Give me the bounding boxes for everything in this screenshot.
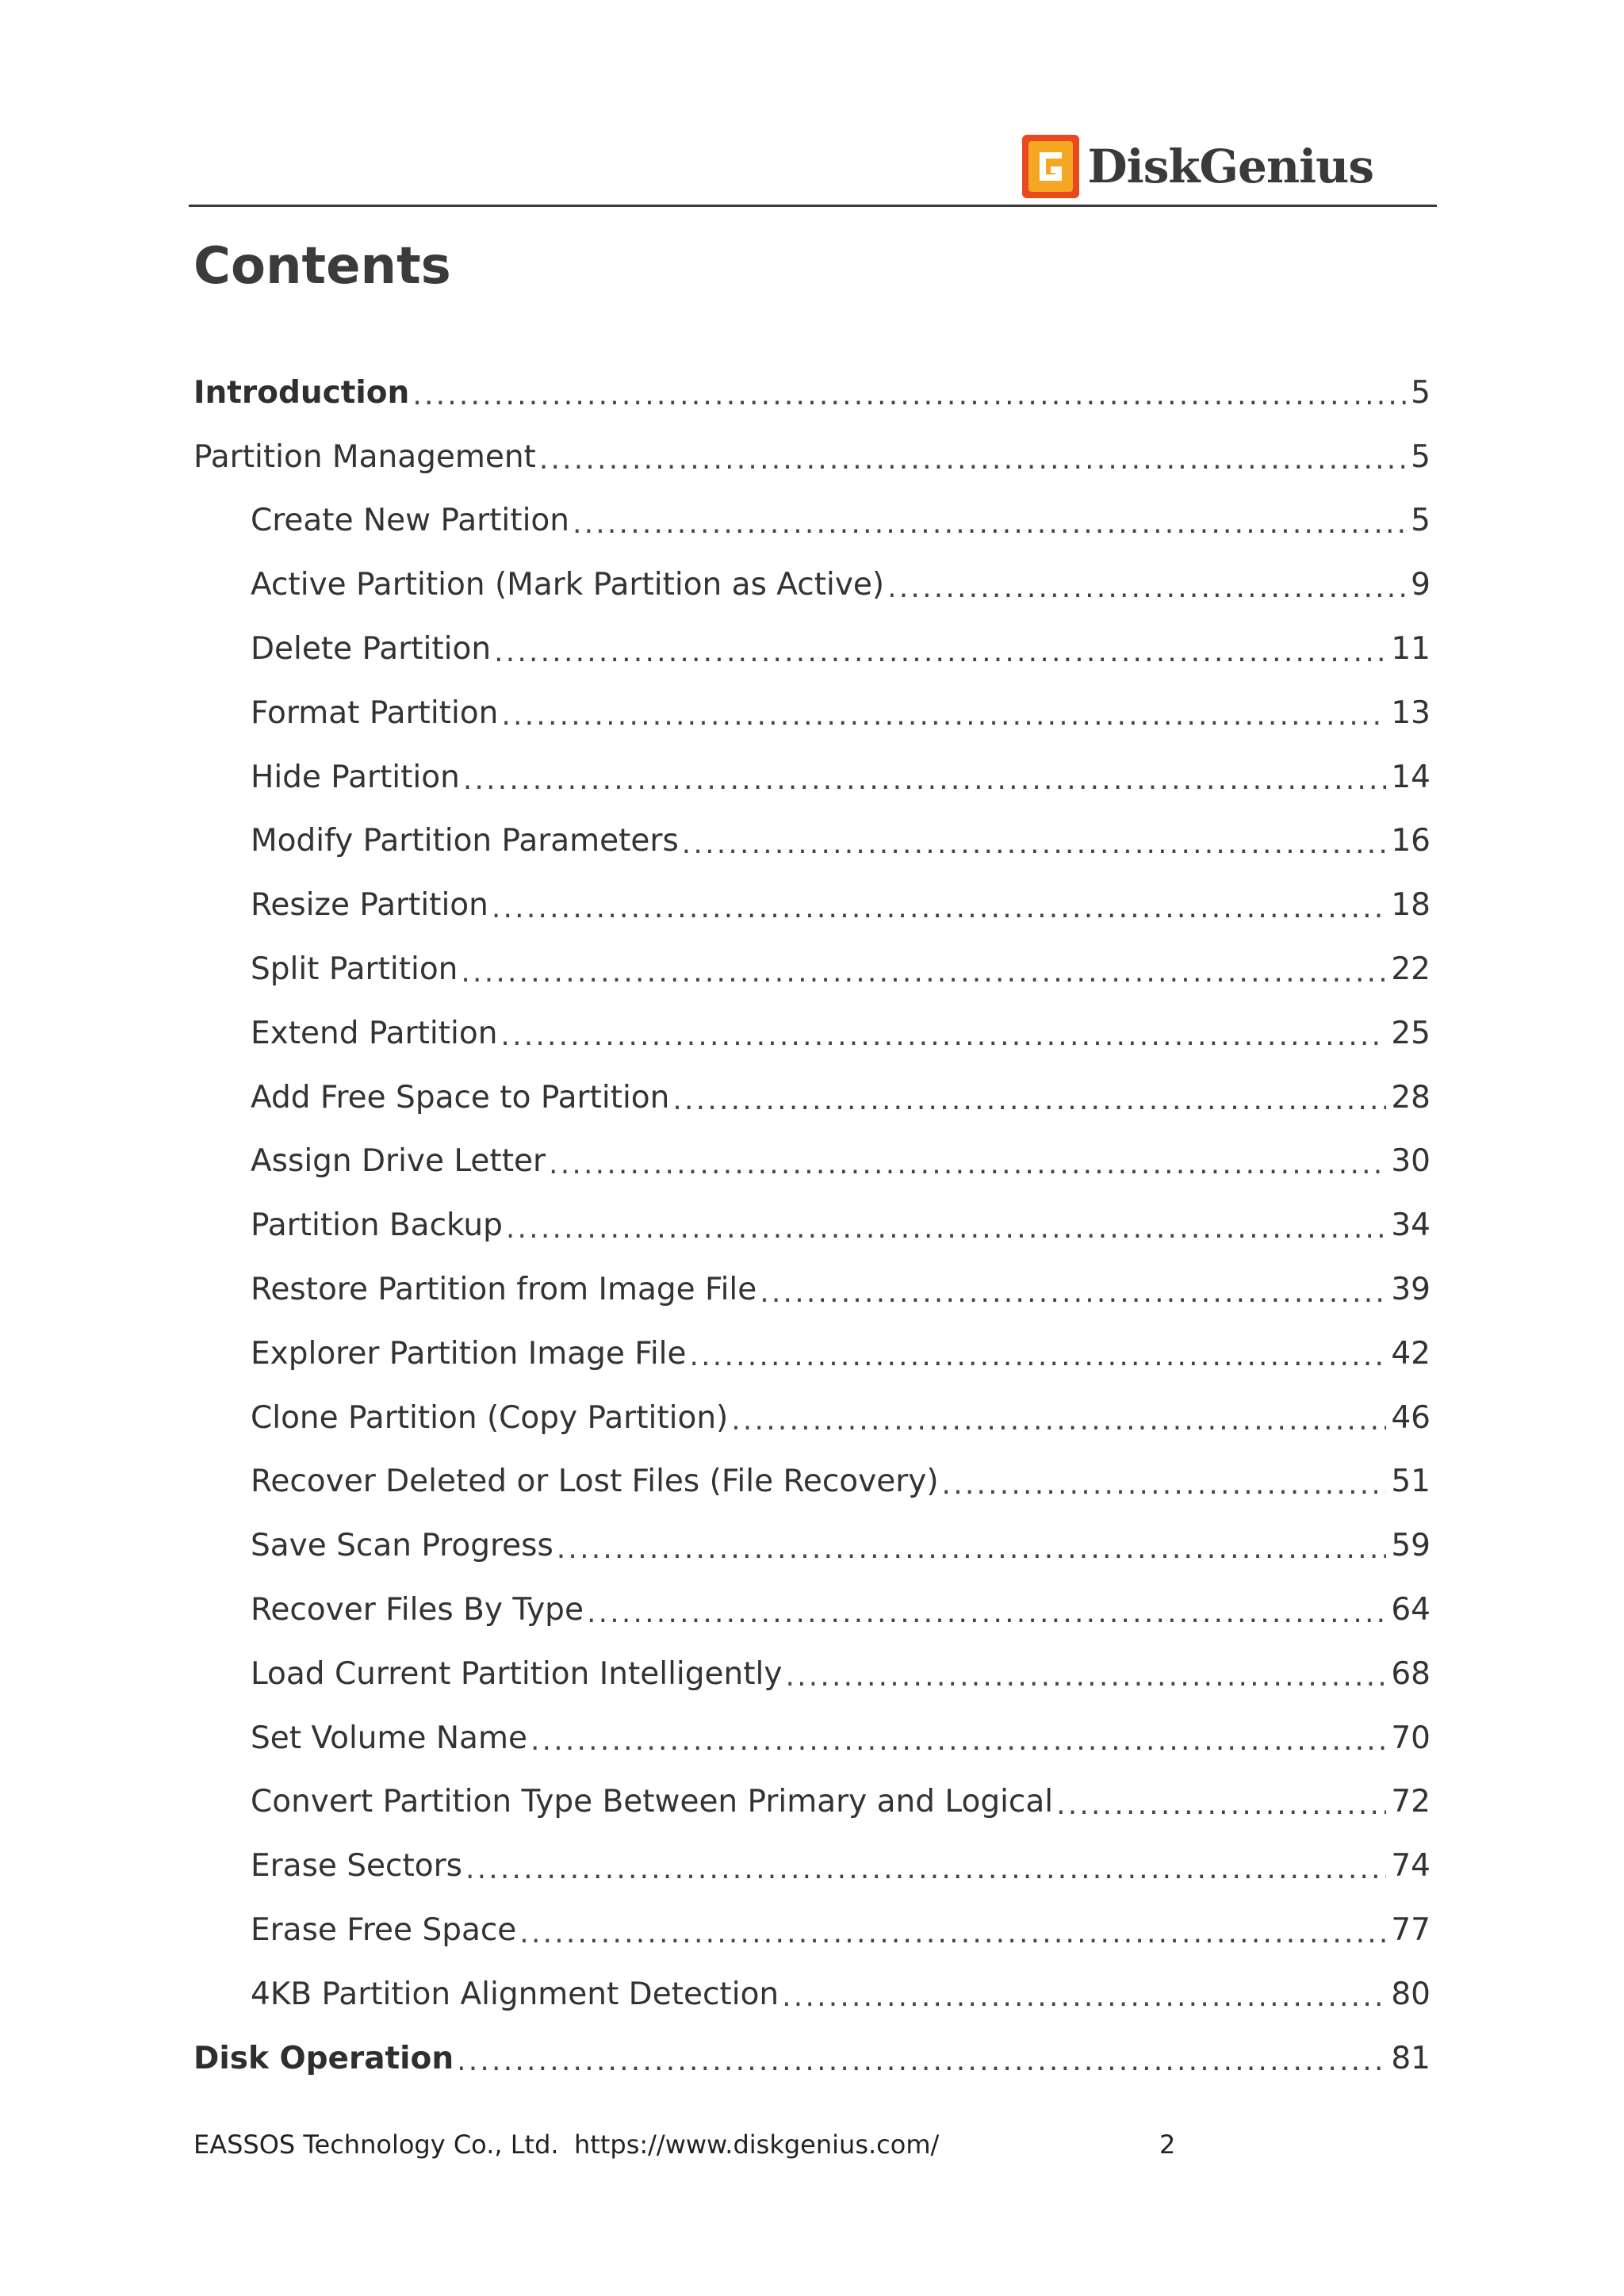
toc-entry-page: 5 (1411, 374, 1431, 411)
toc-entry[interactable] (193, 1834, 1431, 1898)
toc-entry[interactable] (193, 1322, 1431, 1386)
toc-entry-page: 5 (1411, 438, 1431, 475)
toc-entry-label: Restore Partition from Image File (251, 1272, 757, 1308)
toc-entry[interactable] (193, 937, 1431, 1001)
toc-entry-label: Assign Drive Letter (251, 1143, 546, 1180)
toc-entry-page: 68 (1391, 1655, 1431, 1692)
toc-entry[interactable] (193, 1193, 1431, 1257)
toc-dot-leader (782, 1981, 1386, 2013)
toc-entry-page: 51 (1391, 1464, 1431, 1500)
toc-dot-leader (573, 508, 1406, 540)
toc-dot-leader (492, 893, 1386, 924)
toc-dot-leader (530, 1725, 1386, 1757)
toc-dot-leader (785, 1661, 1386, 1693)
toc-entry[interactable] (193, 361, 1431, 425)
toc-dot-leader (501, 700, 1386, 732)
footer-page-number: 2 (1159, 2130, 1176, 2160)
toc-entry-page: 30 (1391, 1143, 1431, 1180)
toc-entry-page: 77 (1391, 1912, 1431, 1949)
toc-entry-page: 14 (1391, 759, 1431, 795)
toc-entry-label: Extend Partition (251, 1015, 498, 1051)
toc-entry-label: Active Partition (Mark Partition as Active) (251, 567, 885, 603)
header-rule (189, 205, 1437, 207)
toc-entry-label: Set Volume Name (251, 1720, 527, 1756)
toc-entry-label: Erase Free Space (251, 1912, 517, 1949)
toc-entry-page: 25 (1391, 1015, 1431, 1051)
diskgenius-logo (1022, 128, 1373, 205)
logo-text: DiskGenius (1087, 140, 1373, 193)
toc-entry-label: 4KB Partition Alignment Detection (251, 1976, 779, 2012)
toc-dot-leader (672, 1085, 1386, 1116)
toc-dot-leader (463, 764, 1387, 796)
toc-entry[interactable] (193, 681, 1431, 745)
toc-dot-leader (457, 2045, 1386, 2077)
toc-entry[interactable] (193, 873, 1431, 937)
diskgenius-logo-icon (1022, 135, 1079, 198)
toc-dot-leader (587, 1598, 1386, 1629)
table-of-contents (193, 361, 1431, 2091)
toc-dot-leader (887, 572, 1406, 604)
footer-url[interactable]: https://www.diskgenius.com/ (574, 2130, 940, 2160)
toc-dot-leader (506, 1213, 1386, 1245)
toc-entry-label: Split Partition (251, 951, 458, 988)
toc-entry-label: Delete Partition (251, 631, 492, 668)
toc-entry-label: Create New Partition (251, 503, 569, 539)
toc-entry-page: 22 (1391, 951, 1431, 988)
toc-entry-page: 59 (1391, 1528, 1431, 1564)
toc-entry-label: Partition Backup (251, 1207, 503, 1244)
toc-entry-page: 72 (1391, 1784, 1431, 1820)
toc-dot-leader (461, 957, 1386, 989)
toc-entry[interactable] (193, 1001, 1431, 1066)
toc-dot-leader (760, 1277, 1386, 1309)
toc-entry-label: Clone Partition (Copy Partition) (251, 1399, 729, 1436)
toc-entry-page: 13 (1391, 695, 1431, 731)
toc-entry-label: Add Free Space to Partition (251, 1079, 670, 1115)
toc-dot-leader (500, 1020, 1386, 1052)
toc-entry-label: Recover Files By Type (251, 1592, 584, 1628)
toc-entry-label: Recover Deleted or Lost Files (File Recovery) (251, 1464, 939, 1500)
toc-entry[interactable] (193, 1706, 1431, 1770)
toc-entry-page: 42 (1391, 1335, 1431, 1372)
toc-dot-leader (519, 1918, 1386, 1950)
toc-entry[interactable] (193, 1386, 1431, 1450)
toc-entry[interactable] (193, 1770, 1431, 1835)
toc-entry[interactable] (193, 1578, 1431, 1642)
toc-entry[interactable] (193, 1642, 1431, 1706)
toc-entry-label: Format Partition (251, 695, 499, 731)
toc-entry[interactable] (193, 1962, 1431, 2026)
toc-entry-page: 81 (1391, 2040, 1431, 2076)
toc-entry-label: Modify Partition Parameters (251, 823, 679, 859)
toc-entry-label: Introduction (193, 374, 410, 411)
toc-entry-page: 39 (1391, 1272, 1431, 1308)
toc-entry[interactable] (193, 1513, 1431, 1578)
toc-entry[interactable] (193, 1257, 1431, 1322)
toc-entry[interactable] (193, 1130, 1431, 1194)
toc-entry-label: Hide Partition (251, 759, 460, 795)
toc-entry-page: 64 (1391, 1592, 1431, 1628)
toc-entry-label: Convert Partition Type Between Primary and Logical (251, 1784, 1054, 1820)
toc-entry-page: 28 (1391, 1079, 1431, 1115)
toc-entry-label: Save Scan Progress (251, 1528, 553, 1564)
toc-dot-leader (465, 1854, 1386, 1885)
toc-entry-label: Disk Operation (193, 2040, 454, 2076)
toc-entry-page: 46 (1391, 1399, 1431, 1436)
toc-entry[interactable] (193, 1450, 1431, 1514)
toc-dot-leader (942, 1469, 1387, 1501)
toc-entry-page: 70 (1391, 1720, 1431, 1756)
toc-entry[interactable] (193, 2026, 1431, 2091)
page-footer (193, 2130, 1175, 2160)
toc-entry-page: 34 (1391, 1207, 1431, 1244)
toc-entry[interactable] (193, 745, 1431, 809)
toc-entry-page: 18 (1391, 887, 1431, 924)
toc-entry[interactable] (193, 489, 1431, 553)
page-title: Contents (193, 237, 451, 296)
toc-dot-leader (412, 380, 1406, 411)
page-header (189, 119, 1437, 208)
toc-dot-leader (1056, 1789, 1386, 1821)
toc-entry-label: Resize Partition (251, 887, 488, 924)
toc-entry[interactable] (193, 1898, 1431, 1962)
toc-entry-page: 16 (1391, 823, 1431, 859)
footer-company: EASSOS Technology Co., Ltd. (193, 2130, 559, 2160)
toc-entry-page: 9 (1411, 567, 1431, 603)
toc-entry[interactable] (193, 617, 1431, 681)
toc-dot-leader (682, 828, 1387, 860)
toc-dot-leader (690, 1341, 1387, 1372)
toc-entry-page: 11 (1391, 631, 1431, 668)
toc-dot-leader (731, 1405, 1386, 1437)
toc-entry-page: 74 (1391, 1848, 1431, 1885)
toc-entry[interactable] (193, 553, 1431, 617)
toc-dot-leader (539, 444, 1406, 476)
toc-entry[interactable] (193, 1066, 1431, 1130)
toc-dot-leader (494, 637, 1386, 668)
toc-entry-label: Erase Sectors (251, 1848, 462, 1885)
toc-entry-label: Explorer Partition Image File (251, 1335, 687, 1372)
toc-dot-leader (549, 1149, 1386, 1181)
toc-entry-page: 80 (1391, 1976, 1431, 2012)
toc-entry-page: 5 (1411, 503, 1431, 539)
toc-entry-label: Load Current Partition Intelligently (251, 1655, 783, 1692)
toc-entry-label: Partition Management (193, 438, 536, 475)
toc-entry[interactable] (193, 425, 1431, 489)
toc-entry[interactable] (193, 809, 1431, 874)
toc-dot-leader (557, 1533, 1387, 1565)
